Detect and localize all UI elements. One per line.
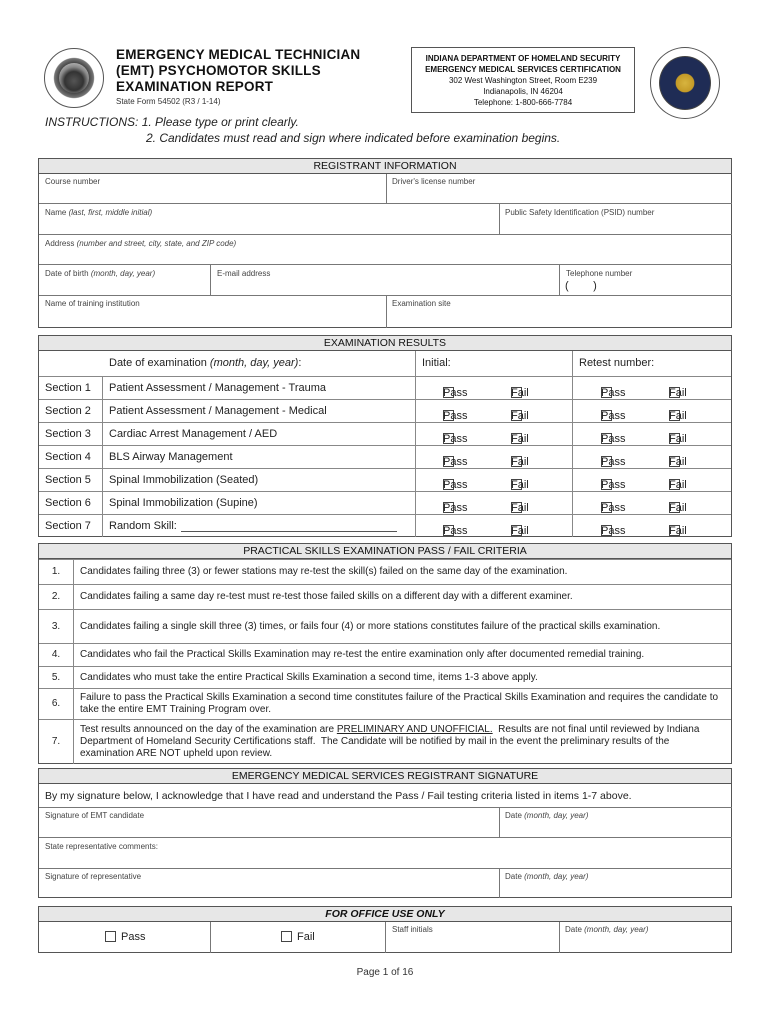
section-number: Section 3 <box>45 428 91 440</box>
criteria-item-5: 5. Candidates who must take the entire Practical Skills Examination a second time, items 1-3 above apply. <box>39 666 731 688</box>
section-number: Section 5 <box>45 474 91 486</box>
exam-section-row: Section 1 Patient Assessment / Management - Trauma Pass Fail Pass Fail <box>39 376 731 399</box>
exam-section-row: Section 4 BLS Airway Management Pass Fail Pass Fail <box>39 445 731 468</box>
homeland-security-seal <box>650 47 720 119</box>
representative-date-field[interactable]: Date (month, day, year) <box>505 872 589 881</box>
section-heading: REGISTRANT INFORMATION <box>39 159 731 174</box>
criteria-item-3: 3. Candidates failing a single skill three (3) times, or fails four (4) or more stations constitutes failure of the practical skills examination. <box>39 609 731 643</box>
section-name: Random Skill: <box>109 520 177 532</box>
agency-address-box: INDIANA DEPARTMENT OF HOMELAND SECURITY EMERGENCY MEDICAL SERVICES CERTIFICATION 302 West Washington Street, Room E239 Indianapolis, IN 46204 Telephone: 1-800-666-7784 <box>411 47 635 113</box>
office-pass-option[interactable]: Pass <box>39 922 211 953</box>
section-name: Spinal Immobilization (Seated) <box>109 474 259 486</box>
course-number-field[interactable]: Course number <box>39 174 387 204</box>
exam-section-row: Section 6 Spinal Immobilization (Supine) Pass Fail Pass Fail <box>39 491 731 514</box>
office-fail-option[interactable]: Fail <box>211 922 386 953</box>
criteria-item-7: 7. Test results announced on the day of the examination are PRELIMINARY AND UNOFFICIAL. Results are not final until reviewed by Indiana Department of Homeland Security Certifications staff. The Candidate will be notified by mail in the event the preliminary results of the examination ARE NOT upheld upon review. <box>39 719 731 764</box>
training-institution-field[interactable]: Name of training institution <box>39 296 387 328</box>
office-use-section <box>38 906 732 953</box>
exam-section-row: Section 3 Cardiac Arrest Management / AED Pass Fail Pass Fail <box>39 422 731 445</box>
name-field[interactable]: Name (last, first, middle initial) <box>39 204 500 235</box>
state-comments-field[interactable]: State representative comments: <box>39 838 732 869</box>
section-name: Spinal Immobilization (Supine) <box>109 497 258 509</box>
instructions: INSTRUCTIONS: 1. Please type or print clearly. 2. Candidates must read and sign where indicated before examination begins. <box>45 115 561 145</box>
form-number: State Form 54502 (R3 / 1-14) <box>116 97 221 106</box>
section-number: Section 6 <box>45 497 91 509</box>
candidate-date-field[interactable]: Date (month, day, year) <box>500 807 732 838</box>
section-number: Section 1 <box>45 382 91 394</box>
section-name: BLS Airway Management <box>109 451 233 463</box>
exam-section-row: Section 5 Spinal Immobilization (Seated) Pass Fail Pass Fail <box>39 468 731 491</box>
section-number: Section 7 <box>45 520 91 532</box>
staff-initials-field[interactable]: Staff initials <box>386 922 560 953</box>
results-header-row: Date of examination (month, day, year): Initial: Retest number: <box>109 357 655 369</box>
date-of-birth-field[interactable]: Date of birth (month, day, year) <box>39 265 211 296</box>
section-heading: PRACTICAL SKILLS EXAMINATION PASS / FAIL CRITERIA <box>39 544 731 559</box>
representative-signature-field[interactable]: Signature of representative <box>39 869 500 898</box>
page-number: Page 1 of 16 <box>356 967 414 978</box>
section-number: Section 2 <box>45 405 91 417</box>
section-name: Patient Assessment / Management - Medical <box>109 405 327 417</box>
section-number: Section 4 <box>45 451 91 463</box>
criteria-item-6: 6. Failure to pass the Practical Skills Examination a second time constitutes failure of the Practical Skills Examination and requires the candidate to take the entire EMT Training Program over. <box>39 688 731 719</box>
registrant-signature-section <box>38 768 732 898</box>
drivers-license-field[interactable]: Driver's license number <box>387 174 732 204</box>
checkbox[interactable] <box>105 931 116 942</box>
exam-section-row: Section 7 Random Skill: Pass Fail Pass Fail <box>39 514 731 537</box>
email-field[interactable]: E-mail address <box>211 265 560 296</box>
exam-section-row: Section 2 Patient Assessment / Management - Medical Pass Fail Pass Fail <box>39 399 731 422</box>
examination-site-field[interactable]: Examination site <box>392 299 451 308</box>
section-heading: EXAMINATION RESULTS <box>39 336 731 351</box>
psid-field[interactable]: Public Safety Identification (PSID) number <box>500 204 732 235</box>
section-heading: EMERGENCY MEDICAL SERVICES REGISTRANT SIGNATURE <box>39 769 731 784</box>
address-field[interactable]: Address (number and street, city, state, and ZIP code) <box>39 235 732 265</box>
criteria-item-1: 1. Candidates failing three (3) or fewer stations may re-test the skill(s) failed on the same day of the examination. <box>39 559 731 584</box>
criteria-item-4: 4. Candidates who fail the Practical Skills Examination may re-test the entire examination only after documented remedial training. <box>39 643 731 666</box>
form-title: EMERGENCY MEDICAL TECHNICIAN (EMT) PSYCHOMOTOR SKILLS EXAMINATION REPORT <box>116 47 361 94</box>
examination-results-section <box>38 335 732 537</box>
registrant-information-section <box>38 158 732 328</box>
section-heading: FOR OFFICE USE ONLY <box>39 907 731 922</box>
indiana-state-seal <box>44 48 104 108</box>
acknowledgement-text: By my signature below, I acknowledge that I have read and understand the Pass / Fail testing criteria listed in items 1-7 above. <box>45 790 632 802</box>
pass-fail-criteria-section <box>38 543 732 764</box>
criteria-item-2: 2. Candidates failing a same day re-test must re-test those failed skills on a different day with a different examiner. <box>39 584 731 609</box>
random-skill-line[interactable] <box>181 531 397 532</box>
section-name: Cardiac Arrest Management / AED <box>109 428 278 440</box>
telephone-field[interactable]: Telephone number ( ) <box>560 265 732 296</box>
candidate-signature-field[interactable]: Signature of EMT candidate <box>39 807 500 838</box>
office-date-field[interactable]: Date (month, day, year) <box>565 925 649 934</box>
checkbox[interactable] <box>281 931 292 942</box>
section-name: Patient Assessment / Management - Trauma <box>109 382 327 394</box>
